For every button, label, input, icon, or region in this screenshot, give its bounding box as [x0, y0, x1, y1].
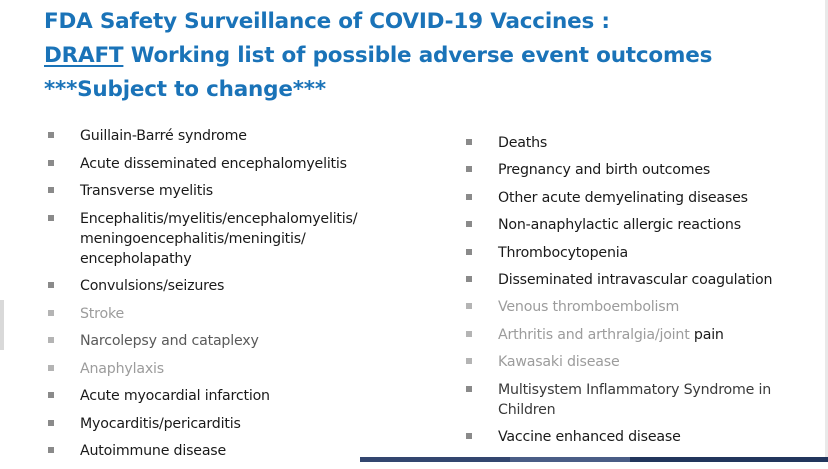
bullet-icon: [48, 447, 54, 453]
list-item: [48, 209, 380, 269]
bullet-icon: [48, 187, 54, 193]
title-line-1: FDA Safety Surveillance of COVID-19 Vaccines :: [44, 9, 610, 34]
bullet-icon: [466, 358, 472, 364]
bullet-icon: [466, 276, 472, 282]
list-item: [466, 188, 816, 208]
item-label: Venous thromboembolism: [498, 299, 680, 316]
item-label: Encephalitis/myelitis/encephalomyelitis/ meningoencephalitis/meningitis/ encepholapathy: [80, 210, 358, 267]
list-item: [48, 359, 448, 379]
item-label: Deaths: [498, 135, 548, 151]
list-item: [466, 133, 816, 153]
item-label: Myocarditis/pericarditis: [80, 415, 241, 432]
item-label: Vaccine enhanced disease: [498, 428, 681, 445]
item-label: Non-anaphylactic allergic reactions: [498, 217, 741, 234]
bullet-icon: [466, 386, 472, 392]
right-outcome-list: [466, 133, 816, 454]
bullet-icon: [48, 365, 54, 371]
list-item: [48, 126, 448, 146]
draft-label: DRAFT: [44, 43, 124, 68]
bullet-icon: [466, 249, 472, 255]
bullet-icon: [466, 194, 472, 200]
list-item: [48, 414, 448, 434]
bullet-icon: [466, 433, 472, 439]
item-label: Acute disseminated encephalomyelitis: [80, 155, 347, 172]
left-edge-decoration: [0, 300, 4, 350]
item-label: Guillain-Barré syndrome: [80, 128, 247, 144]
bullet-icon: [48, 132, 54, 138]
bullet-icon: [466, 166, 472, 172]
bullet-icon: [48, 420, 54, 426]
item-label: Acute myocardial infarction: [80, 388, 270, 404]
bottom-bar-segment: [360, 457, 510, 462]
title-line-3: ***Subject to change***: [44, 77, 326, 102]
bullet-icon: [48, 310, 54, 316]
item-label: Other acute demyelinating diseases: [498, 189, 748, 206]
item-label: Pregnancy and birth outcomes: [498, 162, 711, 179]
item-label: Kawasaki disease: [498, 354, 620, 371]
list-item: [48, 154, 448, 174]
bullet-icon: [48, 282, 54, 288]
list-item: [466, 270, 816, 290]
list-item: [466, 380, 798, 420]
item-label: Convulsions/seizures: [80, 278, 225, 294]
item-label: Transverse myelitis: [80, 183, 214, 199]
item-label: Autoimmune disease: [80, 443, 227, 459]
item-label: Multisystem Inflammatory Syndrome in Children: [498, 381, 771, 418]
bottom-bar-segment: [510, 457, 630, 462]
item-label-suffix: pain: [689, 326, 724, 343]
item-label: Arthritis and arthralgia/joint: [498, 326, 690, 343]
title-line-2: [44, 39, 712, 73]
bottom-bar: [360, 457, 828, 462]
bullet-icon: [466, 303, 472, 309]
list-item: [48, 181, 448, 201]
list-item: [466, 160, 816, 180]
list-item: [466, 215, 816, 235]
bullet-icon: [48, 160, 54, 166]
list-item: [48, 304, 448, 324]
left-outcome-list: [48, 126, 448, 469]
list-item: [48, 276, 448, 296]
list-item: [466, 427, 816, 447]
bullet-icon: [466, 139, 472, 145]
item-label: Narcolepsy and cataplexy: [80, 333, 259, 349]
bullet-icon: [48, 215, 54, 221]
list-item: [466, 325, 816, 345]
title-line-2-text: Working list of possible adverse event outcomes: [123, 43, 713, 68]
list-item: [466, 352, 816, 372]
list-item: [466, 243, 816, 263]
item-label: Stroke: [80, 305, 125, 322]
list-item: [48, 331, 448, 351]
bullet-icon: [466, 331, 472, 337]
item-label: Disseminated intravascular coagulation: [498, 271, 773, 288]
list-item: [48, 386, 448, 406]
list-item: [466, 297, 816, 317]
bullet-icon: [48, 392, 54, 398]
item-label: Anaphylaxis: [80, 360, 164, 377]
bottom-bar-segment: [630, 457, 828, 462]
item-label: Thrombocytopenia: [498, 244, 628, 261]
slide-title: [44, 5, 712, 107]
bullet-icon: [466, 221, 472, 227]
bullet-icon: [48, 337, 54, 343]
